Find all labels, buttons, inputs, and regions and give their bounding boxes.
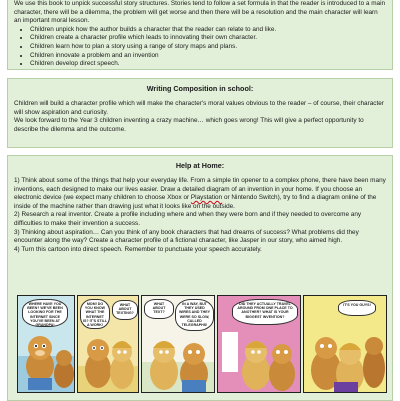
comic-panel-3 (141, 295, 215, 393)
section-heading: Help at Home: (175, 161, 225, 170)
list-item: • Children innovate a problem and an invention (30, 52, 386, 61)
speech-bubble: IT'S YOU GUYS! (338, 300, 376, 316)
help-item-3: 3) Thinking about aspiration… Can you think of any book characters that had dreams of success? What problems did they encounter along the way? Create a character profile of a fictional character, like Jasper in our story, who aimed high. (14, 228, 359, 245)
objectives-list (14, 26, 386, 69)
help-item-1 (14, 177, 386, 211)
list-item: • Children create a character profile which leads to innovating their own character. (30, 34, 386, 43)
text-fragment: 1) Think about some of the things that help your everyday life. From a simple tin opener to a complex phone, there have been many inventions, each designed to make our lives easier. Draw a detailed diagram of an invention in your home. If you choose an electronic device (we expect many children to choose Xbox or (14, 177, 386, 202)
comic-strip (17, 295, 387, 393)
comic-panel-5 (303, 295, 387, 393)
list-item: • Children develop direct speech. (30, 60, 386, 69)
speech-bubble: IN A WAY, BUT THEY USED WIRES AND THEY WERE SO SLOW, CALLED TELEGRAPHS! (175, 299, 214, 331)
paragraph: We look forward to the Year 3 children inventing a crazy machine… which goes wrong! This will give a perfect opportunity to describe the dilemma and the outcome. (14, 117, 364, 133)
section-heading: Writing Composition in school: (146, 84, 254, 93)
speech-bubble: WHAT ABOUT TEXT? (144, 299, 174, 319)
misspelled-word: Playstation (190, 194, 223, 202)
comic-panel-2 (77, 295, 139, 393)
speech-bubble: MOM! DO YOU KNOW WHAT THE INTERNET IS? IT'S STILL A WORK! (80, 299, 110, 329)
speech-bubble: WHAT ABOUT TEXTING? (112, 300, 138, 320)
paragraph: Children will build a character profile which will make the character's moral values obvious to the reader – of course, their character will show aspiration and curiosity. (14, 100, 384, 116)
help-at-home-section (7, 155, 393, 401)
speech-bubble: WHERE HAVE YOU BEEN? WE'VE BEEN LOOKING FOR THE INTERNET SINCE YOU'VE BEEN AT GRANDPA! (22, 299, 68, 327)
comic-panel-1 (17, 295, 75, 393)
intro-lead: We use this book to unpick successful story structures. Stories tend to follow a set formula in that the reader is introduced to a main character, there will be a dilemma, the problem will get worse and then there will be a resolution and the main character will learn an important moral lesson. (14, 0, 386, 25)
comic-panel-4 (217, 295, 301, 393)
list-item: • Children unpick how the author builds a character that the reader can relate to and like. (30, 26, 386, 35)
intro-section (7, 0, 393, 70)
help-item-4: 4) Turn this cartoon into direct speech. Remember to punctuate your speech accurately. (14, 245, 262, 253)
speech-bubble: DID THEY ACTUALLY TRAVEL AROUND FROM ONE PLACE TO ANOTHER? WHAT IS YOUR BIGGEST INVENTION? (232, 299, 298, 325)
writing-composition-section (7, 78, 393, 148)
help-item-2: 2) Research a real inventor. Create a profile including where and when they were born and if they needed to overcome any difficulties to make their invention a success. (14, 211, 362, 227)
list-item: • Children learn how to plan a story using a range of story maps and plans. (30, 43, 386, 52)
text-fragment: or Nintendo Switch), try to find a diagram online of the inside of the machine rather than drawing just what it looks like on the outside. (14, 194, 377, 210)
